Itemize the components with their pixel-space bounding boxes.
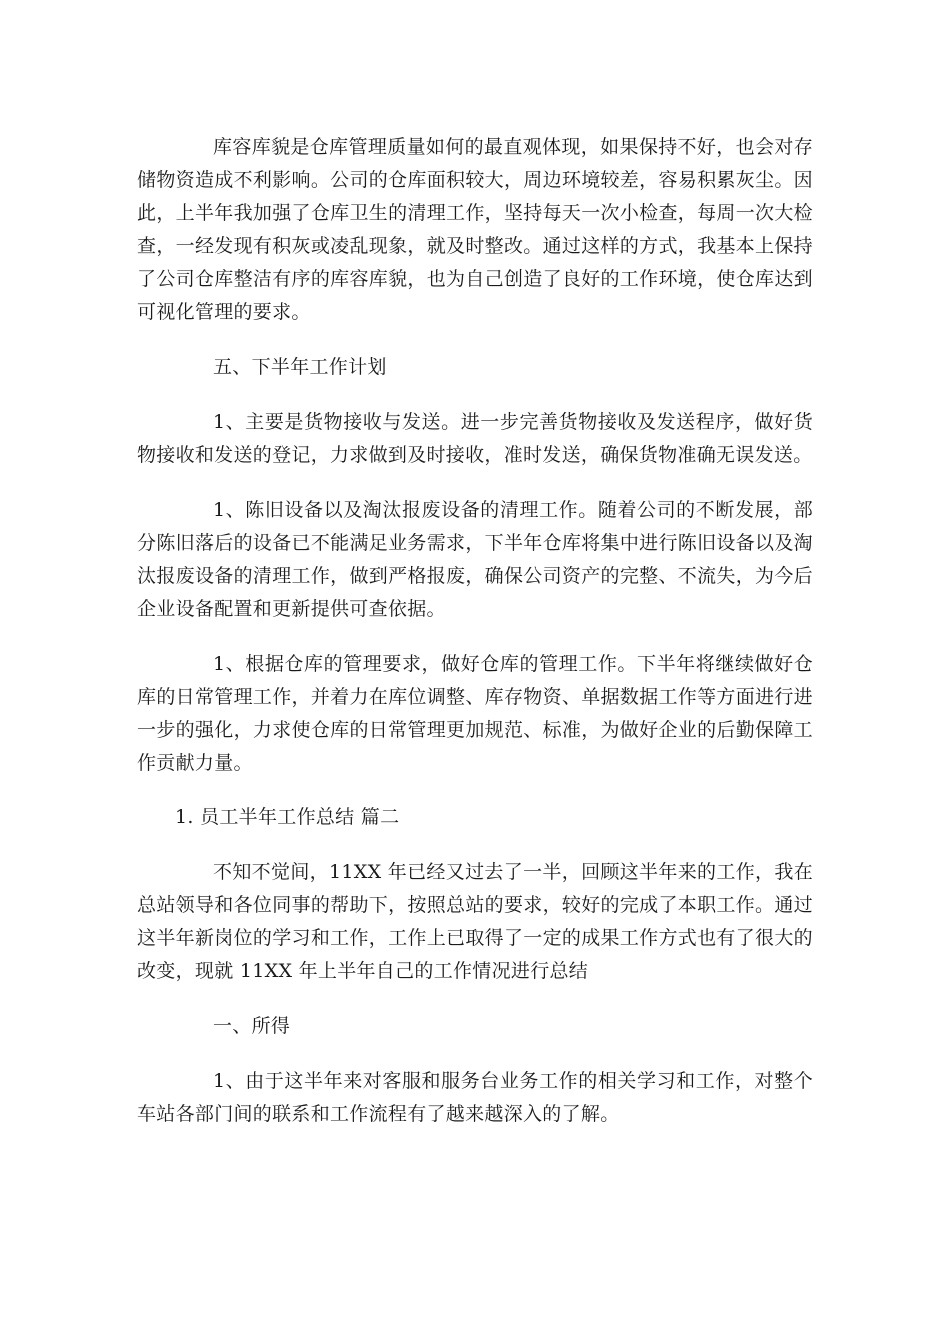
paragraph-introduction: 不知不觉间，11XX 年已经又过去了一半，回顾这半年来的工作，我在总站领导和各位同事的帮助下，按照总站的要求，较好的完成了本职工作。通过这半年新岗位的学习和工作，工作上已取得了一定的成果工作方式也有了很大的改变，现就 11XX 年上半年自己的工作情况进行总结 [137,861,813,982]
paragraph-warehouse-management: 1、根据仓库的管理要求，做好仓库的管理工作。下半年将继续做好仓库的日常管理工作，并着力在库位调整、库存物资、单据数据工作等方面进行进一步的强化，力求使仓库的日常管理更加规范、标准，为做好企业的后勤保障工作贡献力量。 [137,653,813,774]
heading-second-half-plan: 五、下半年工作计划 [213,356,387,378]
heading-gains: 一、所得 [213,1015,291,1037]
paragraph-gain-one: 1、由于这半年来对客服和服务台业务工作的相关学习和工作，对整个车站各部门间的联系和工作流程有了越来越深入的了解。 [137,1070,813,1125]
heading-part-two: 1. 员工半年工作总结 篇二 [175,806,400,828]
paragraph-goods-receiving: 1、主要是货物接收与发送。进一步完善货物接收及发送程序，做好货物接收和发送的登记，力求做到及时接收，准时发送，确保货物准确无误发送。 [137,411,813,466]
paragraph-equipment-cleanup: 1、陈旧设备以及淘汰报废设备的清理工作。随着公司的不断发展，部分陈旧落后的设备已不能满足业务需求，下半年仓库将集中进行陈旧设备以及淘汰报废设备的清理工作，做到严格报废，确保公司资产的完整、不流失，为今后企业设备配置和更新提供可查依据。 [137,499,813,620]
paragraph-warehouse-appearance: 库容库貌是仓库管理质量如何的最直观体现，如果保持不好，也会对存储物资造成不利影响。公司的仓库面积较大，周边环境较差，容易积累灰尘。因此，上半年我加强了仓库卫生的清理工作，坚持每天一次小检查，每周一次大检查，一经发现有积灰或凌乱现象，就及时整改。通过这样的方式，我基本上保持了公司仓库整洁有序的库容库貌，也为自己创造了良好的工作环境，使仓库达到可视化管理的要求。 [137,136,813,323]
